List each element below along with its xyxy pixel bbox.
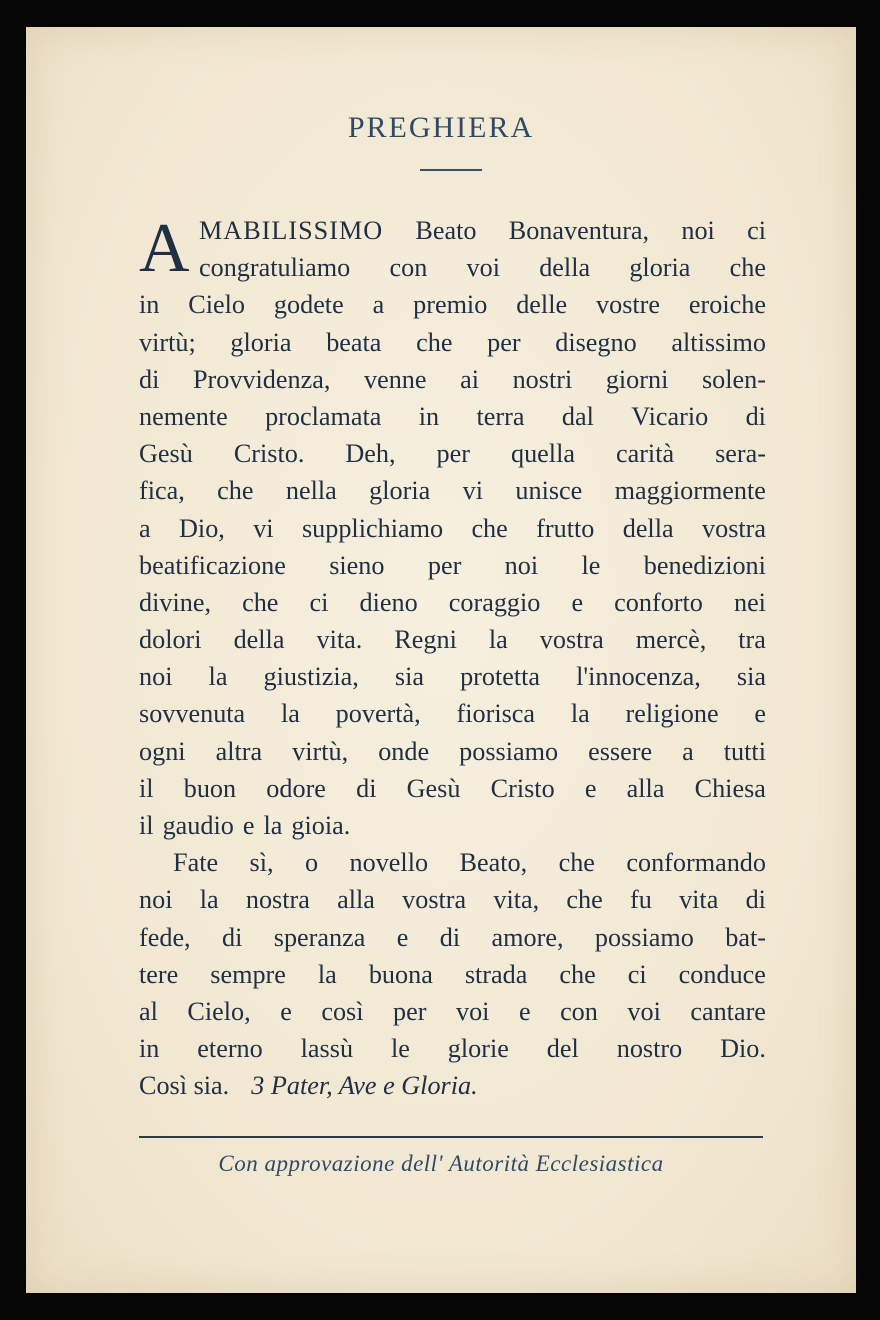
paragraph-1-line [139,547,766,584]
word: maggiormente [614,476,766,506]
word: vi [253,513,274,543]
paragraph-1-lines [139,212,766,844]
word: lassù [300,1034,354,1064]
word: fiorisca [456,699,536,729]
word: alla [337,885,375,915]
word: fu [630,885,652,915]
paragraph-1-line [139,435,766,472]
word: nei [733,587,766,617]
word: eterno [197,1034,263,1064]
word: della [539,253,591,283]
word: al [139,996,158,1026]
word: Vicario [631,401,709,431]
opening-word: MABILISSIMO [199,216,384,245]
word: altissimo [671,327,766,357]
word: strada [464,959,528,989]
word: possiamo [459,736,559,766]
word: buona [368,959,433,989]
paragraph-1-line [139,398,766,435]
word: in [418,401,440,431]
word: vostra [402,885,467,915]
word: Cielo [188,290,246,320]
paragraph-1-line [139,658,766,695]
word: nostra [245,885,310,915]
word: conduce [678,959,766,989]
word: sia [394,662,424,692]
word: alla [626,773,665,803]
word: quella [510,439,575,469]
paragraph-1-line [139,807,766,844]
word: congratuliamo [199,253,351,283]
word: gaudio [162,811,234,840]
word: vita, [493,885,540,915]
paragraph-1-line [139,324,766,361]
word: giustizia, [263,662,359,692]
paragraph-2-line [139,956,766,993]
word: noi [139,662,173,692]
word: il [139,773,154,803]
word: e [396,922,409,952]
word: amore, [491,922,564,952]
paragraph-1-line [139,770,766,807]
word: fica, [139,476,185,506]
word: della [233,625,285,655]
word: sieno [329,550,385,580]
word: voi [466,253,500,283]
word: Fate [173,848,219,878]
word: la [280,699,300,729]
word: bat- [725,922,766,952]
word: essere [588,736,653,766]
word: la [263,811,283,840]
word: terra [476,401,525,431]
word: supplichiamo [301,513,444,543]
word: noi [681,216,715,245]
word: ogni [139,736,186,766]
word: le [581,550,601,580]
word: a [139,513,151,543]
word: la [488,625,508,655]
word: di [356,773,377,803]
word: della [622,513,674,543]
word: povertà, [335,699,421,729]
word: con [389,253,428,283]
word: giorni [605,364,669,394]
word: Deh, [345,439,396,469]
paragraph-1-line [139,249,766,286]
word: così [321,996,364,1026]
word: il [139,811,154,840]
paragraph-1-line [139,510,766,547]
paragraph-1-line [139,472,766,509]
word: e [518,996,531,1026]
word: la [208,662,228,692]
word: tra [738,625,766,655]
closing-line [139,1067,766,1104]
word: sia [736,662,766,692]
closing-text: Così sia. [139,1071,230,1101]
word: beata [326,327,382,357]
word: per [427,550,462,580]
word: noi [139,885,173,915]
word: Gesù [406,773,461,803]
word: Beato [415,216,477,245]
word: eroiche [688,290,766,320]
word: e [584,773,597,803]
word: onde [378,736,430,766]
word: Cristo [490,773,555,803]
word: possiamo [594,922,694,952]
word: sì, [249,848,274,878]
word: delle [516,290,568,320]
word: nostri [512,364,573,394]
word: con [560,996,598,1026]
paragraph-2-line [139,881,766,918]
word: che [471,513,508,543]
word: che [566,885,603,915]
word: Gesù [139,439,193,469]
word: speranza [273,922,366,952]
word: ai [460,364,479,394]
word: per [393,996,427,1026]
word: per [487,327,521,357]
word: Provvidenza, [192,364,331,394]
word: noi [504,550,539,580]
page-title: PREGHIERA [347,111,535,144]
paragraph-1-line [139,733,766,770]
word: dal [561,401,594,431]
footer-divider [139,1136,763,1138]
word: altra [215,736,263,766]
word: Beato, [459,848,528,878]
word: glorie [447,1034,509,1064]
word: tere [139,959,179,989]
word: tutti [723,736,766,766]
word: protetta [460,662,541,692]
word: in [139,290,160,320]
word: vita. [316,625,363,655]
paragraph-1-line [139,286,766,323]
word: nemente [139,401,228,431]
word: premio [413,290,488,320]
word: vostra [702,513,766,543]
word: gioia. [291,811,351,840]
word: voi [455,996,490,1026]
word: fede, [139,922,191,952]
word: sera- [715,439,766,469]
word: che [242,587,279,617]
word: odore [266,773,326,803]
paragraph-1-line [139,695,766,732]
word: nella [285,476,337,506]
word: la [199,885,219,915]
paragraph-1-line [139,584,766,621]
paragraph-2-line [139,919,766,956]
word: religione [625,699,719,729]
paragraph-1 [139,212,766,844]
word: solen- [701,364,766,394]
word: Cristo. [233,439,305,469]
word: sovvenuta [139,699,246,729]
word: che [558,848,595,878]
word: Dio. [720,1034,766,1064]
word: buon [183,773,237,803]
word: proclamata [265,401,382,431]
word: cantare [690,996,766,1026]
closing-prayers: 3 Pater, Ave e Gloria. [251,1071,478,1101]
word: e [571,587,584,617]
word: Cielo, [187,996,251,1026]
word: la [570,699,590,729]
word: che [416,327,453,357]
paragraph-2-line [139,1030,766,1067]
word: di [745,401,766,431]
word: frutto [536,513,595,543]
paragraph-2-lines [139,844,766,1104]
word: Bonaventura, [508,216,650,245]
word: del [546,1034,579,1064]
word: conformando [626,848,766,878]
word: e [242,811,255,840]
title-divider [420,169,482,171]
word: o [304,848,319,878]
word: sempre [210,959,286,989]
word: gloria [230,327,292,357]
word: dolori [139,625,202,655]
word: godete [273,290,344,320]
word: le [390,1034,410,1064]
word: che [729,253,766,283]
word: di [439,922,461,952]
word: conforto [614,587,703,617]
word: virtù, [292,736,349,766]
word: vostre [596,290,660,320]
word: nostro [616,1034,683,1064]
word: in [139,1034,160,1064]
approval-note: Con approvazione dell' Autorità Ecclesiastica [218,1151,664,1176]
word: ci [747,216,766,245]
word: che [559,959,596,989]
word: a [372,290,385,320]
word: che [217,476,254,506]
word: e [280,996,292,1026]
word: mercè, [635,625,707,655]
word: Regni [394,625,457,655]
paragraph-2-line [139,993,766,1030]
word: ci [627,959,647,989]
word: la [317,959,337,989]
paragraph-1-line [139,212,766,249]
prayer-card [26,27,856,1293]
word: dieno [359,587,418,617]
word: vi [462,476,484,506]
word: unisce [515,476,583,506]
word: divine, [139,587,212,617]
word: di [745,885,766,915]
prayer-body [139,212,766,1105]
word: di [139,364,160,394]
word: beatificazione [139,550,286,580]
word: gloria [369,476,431,506]
word: a [682,736,694,766]
word: gloria [629,253,691,283]
word: ci [309,587,329,617]
word: Dio, [179,513,225,543]
word: voi [627,996,661,1026]
word: di [222,922,243,952]
paragraph-2-line [139,844,766,881]
word: vostra [539,625,604,655]
word: coraggio [448,587,541,617]
word: l'innocenza, [576,662,701,692]
paragraph-1-line [139,361,766,398]
word: benedizioni [643,550,766,580]
drop-cap: A [139,210,190,287]
paragraph-1-line [139,621,766,658]
word: carità [615,439,675,469]
word: e [754,699,766,729]
word: vita [679,885,719,915]
word: disegno [555,327,637,357]
word: novello [349,848,429,878]
word: venne [363,364,427,394]
word: virtù; [139,327,196,357]
word: per [436,439,470,469]
word: Chiesa [694,773,766,803]
